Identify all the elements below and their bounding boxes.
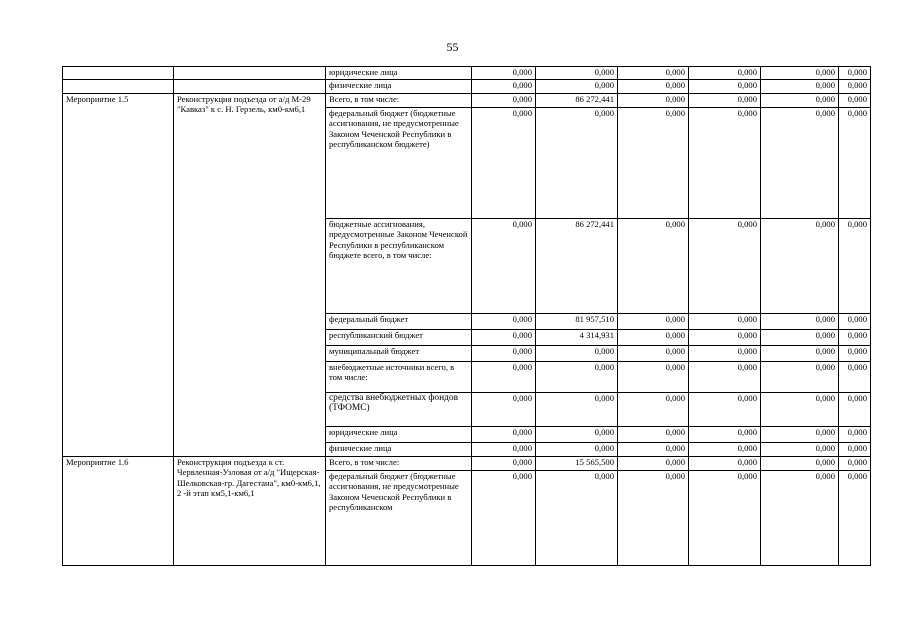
activity-label: Мероприятие 1.6 (63, 457, 174, 566)
table-row (63, 80, 871, 94)
value-cell: 0,000 (536, 393, 618, 427)
value-cell: 0,000 (761, 362, 839, 393)
table-row (63, 67, 871, 80)
value-cell: 4 314,931 (536, 330, 618, 346)
value-cell: 0,000 (839, 362, 871, 393)
value-cell: 0,000 (618, 393, 689, 427)
value-cell: 0,000 (472, 80, 536, 94)
value-cell: 0,000 (618, 346, 689, 362)
value-cell: 0,000 (839, 67, 871, 80)
value-cell: 0,000 (472, 108, 536, 219)
table-row (63, 94, 871, 108)
value-cell: 0,000 (839, 393, 871, 427)
source-cell: юридические лица (326, 427, 472, 443)
table-row (63, 457, 871, 471)
value-cell: 0,000 (618, 471, 689, 566)
source-cell: федеральный бюджет (326, 314, 472, 330)
source-cell: Всего, в том числе: (326, 94, 472, 108)
value-cell: 0,000 (761, 80, 839, 94)
value-cell: 0,000 (472, 457, 536, 471)
value-cell: 0,000 (689, 457, 761, 471)
value-cell: 0,000 (689, 94, 761, 108)
value-cell: 0,000 (761, 443, 839, 457)
source-cell: юридические лица (326, 67, 472, 80)
value-cell: 0,000 (689, 471, 761, 566)
value-cell: 0,000 (536, 443, 618, 457)
value-cell: 0,000 (472, 393, 536, 427)
value-cell: 0,000 (618, 443, 689, 457)
value-cell: 0,000 (839, 346, 871, 362)
value-cell: 0,000 (761, 346, 839, 362)
value-cell: 0,000 (839, 457, 871, 471)
description-cell (174, 67, 326, 80)
value-cell: 0,000 (689, 443, 761, 457)
value-cell: 0,000 (839, 330, 871, 346)
value-cell: 0,000 (536, 80, 618, 94)
value-cell: 81 957,510 (536, 314, 618, 330)
source-cell: республиканский бюджет (326, 330, 472, 346)
value-cell: 0,000 (839, 80, 871, 94)
value-cell: 0,000 (472, 314, 536, 330)
source-cell: внебюджетные источники всего, в том числе: (326, 362, 472, 393)
value-cell: 0,000 (472, 427, 536, 443)
value-cell: 15 565,500 (536, 457, 618, 471)
value-cell: 0,000 (689, 67, 761, 80)
source-cell: федеральный бюджет (бюджетные ассигнования, не предусмотренные Законом Чеченской Республики в республиканском бюджете) (326, 108, 472, 219)
value-cell: 0,000 (761, 471, 839, 566)
value-cell: 0,000 (839, 471, 871, 566)
value-cell: 0,000 (761, 219, 839, 314)
activity-description: Реконструкция подъезда к ст. Червленная-Узловая от а/д "Ищерская-Шелковская-гр. Дагестана", км0-км6,1, 2 -й этап км5,1-км6,1 (174, 457, 326, 566)
value-cell: 0,000 (618, 67, 689, 80)
value-cell: 0,000 (618, 94, 689, 108)
value-cell: 0,000 (689, 362, 761, 393)
value-cell: 0,000 (839, 219, 871, 314)
source-cell: физические лица (326, 80, 472, 94)
value-cell: 0,000 (761, 393, 839, 427)
value-cell: 0,000 (761, 330, 839, 346)
value-cell: 0,000 (689, 80, 761, 94)
value-cell: 0,000 (472, 443, 536, 457)
activity-cell (63, 80, 174, 94)
description-cell (174, 80, 326, 94)
value-cell: 0,000 (839, 443, 871, 457)
value-cell: 0,000 (839, 427, 871, 443)
value-cell: 0,000 (761, 67, 839, 80)
value-cell: 0,000 (536, 67, 618, 80)
value-cell: 0,000 (536, 108, 618, 219)
value-cell: 0,000 (761, 427, 839, 443)
value-cell: 0,000 (761, 457, 839, 471)
value-cell: 0,000 (689, 219, 761, 314)
source-cell: муниципальный бюджет (326, 346, 472, 362)
source-cell: Всего, в том числе: (326, 457, 472, 471)
value-cell: 0,000 (536, 427, 618, 443)
value-cell: 0,000 (839, 314, 871, 330)
value-cell: 0,000 (536, 362, 618, 393)
source-cell: бюджетные ассигнования, предусмотренные Законом Чеченской Республики в республиканском бюджете всего, в том числе: (326, 219, 472, 314)
value-cell: 0,000 (618, 80, 689, 94)
value-cell: 0,000 (472, 219, 536, 314)
value-cell: 0,000 (689, 427, 761, 443)
value-cell: 86 272,441 (536, 219, 618, 314)
value-cell: 0,000 (536, 346, 618, 362)
value-cell: 0,000 (689, 330, 761, 346)
value-cell: 0,000 (761, 314, 839, 330)
page-number: 55 (446, 40, 459, 54)
value-cell: 0,000 (839, 108, 871, 219)
value-cell: 0,000 (689, 393, 761, 427)
value-cell: 0,000 (618, 457, 689, 471)
value-cell: 0,000 (618, 427, 689, 443)
budget-table (62, 66, 871, 566)
value-cell: 0,000 (618, 108, 689, 219)
value-cell: 0,000 (618, 314, 689, 330)
value-cell: 0,000 (472, 362, 536, 393)
value-cell: 0,000 (472, 94, 536, 108)
value-cell: 0,000 (689, 108, 761, 219)
value-cell: 0,000 (618, 362, 689, 393)
value-cell: 0,000 (472, 330, 536, 346)
value-cell: 0,000 (618, 219, 689, 314)
value-cell: 0,000 (472, 471, 536, 566)
activity-description: Реконструкция подъезда от а/д М-29 "Кавказ" к с. Н. Герзель, км0-км6,1 (174, 94, 326, 457)
source-cell: средства внебюджетных фондов (ТФОМС) (326, 393, 472, 427)
value-cell: 0,000 (472, 67, 536, 80)
source-cell: федеральный бюджет (бюджетные ассигнования, не предусмотренные Законом Чеченской Республики в республиканском (326, 471, 472, 566)
value-cell: 0,000 (761, 94, 839, 108)
value-cell: 0,000 (839, 94, 871, 108)
value-cell: 0,000 (472, 346, 536, 362)
value-cell: 0,000 (618, 330, 689, 346)
value-cell: 0,000 (689, 346, 761, 362)
value-cell: 86 272,441 (536, 94, 618, 108)
source-cell: физические лица (326, 443, 472, 457)
value-cell: 0,000 (689, 314, 761, 330)
activity-cell (63, 67, 174, 80)
value-cell: 0,000 (536, 471, 618, 566)
activity-label: Мероприятие 1.5 (63, 94, 174, 457)
value-cell: 0,000 (761, 108, 839, 219)
